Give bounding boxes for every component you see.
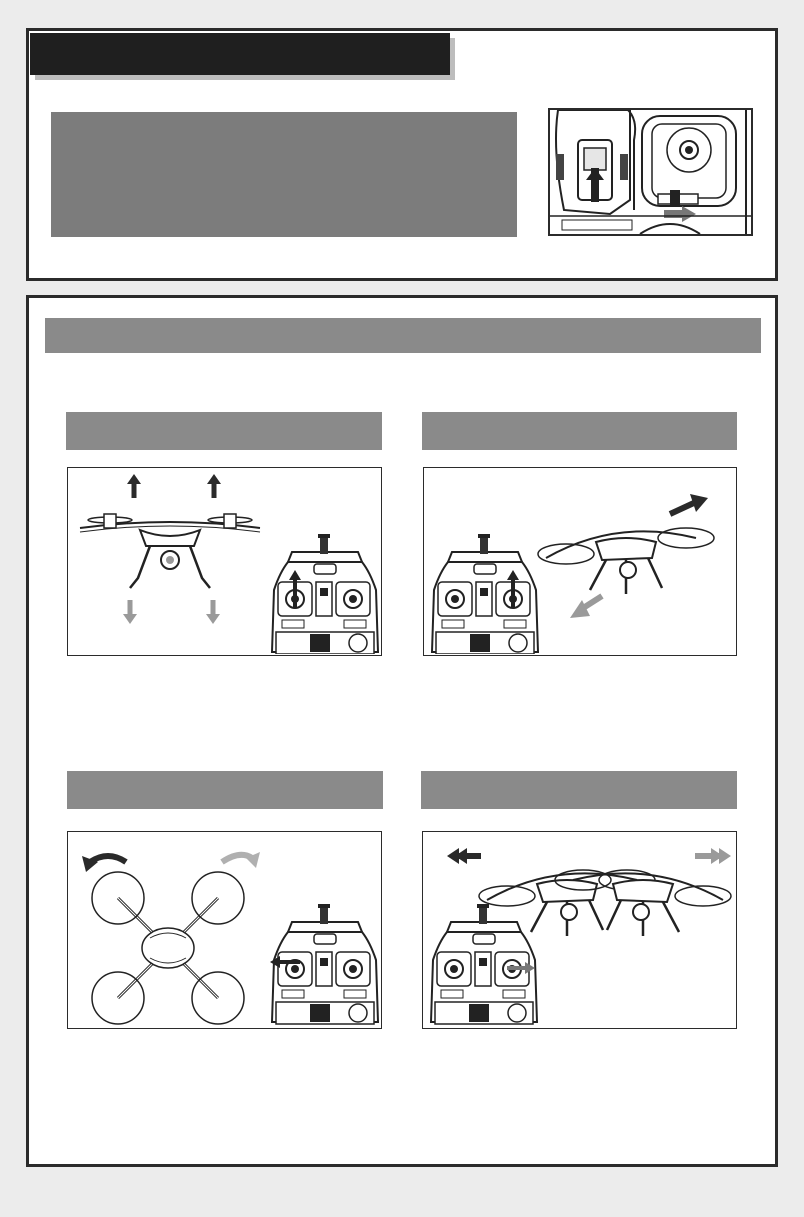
section-header-tab bbox=[30, 33, 450, 75]
arrow-down-left-icon bbox=[123, 600, 137, 624]
throttle-title-bar bbox=[66, 412, 382, 450]
forward-backward-illustration bbox=[423, 467, 737, 656]
arrow-right-icon bbox=[695, 848, 731, 864]
remote-closeup-illustration bbox=[548, 108, 753, 236]
rotate-left-arrow-icon bbox=[82, 856, 126, 872]
rotate-title-bar bbox=[67, 771, 383, 809]
arrow-up-left-icon bbox=[127, 474, 141, 498]
arrow-left-icon bbox=[447, 848, 481, 864]
arrow-up-right-icon bbox=[207, 474, 221, 498]
arrow-down-right-icon bbox=[206, 600, 220, 624]
sideways-title-bar bbox=[421, 771, 737, 809]
arrow-backward-icon bbox=[570, 596, 602, 618]
rotate-illustration bbox=[67, 831, 382, 1029]
sideways-illustration bbox=[422, 831, 737, 1029]
section-title-bar bbox=[45, 318, 761, 353]
forward-backward-title-bar bbox=[422, 412, 737, 450]
throttle-illustration bbox=[67, 467, 382, 656]
rotate-right-arrow-icon bbox=[222, 852, 260, 868]
arrow-forward-icon bbox=[670, 494, 708, 514]
instruction-text-block bbox=[51, 112, 517, 237]
